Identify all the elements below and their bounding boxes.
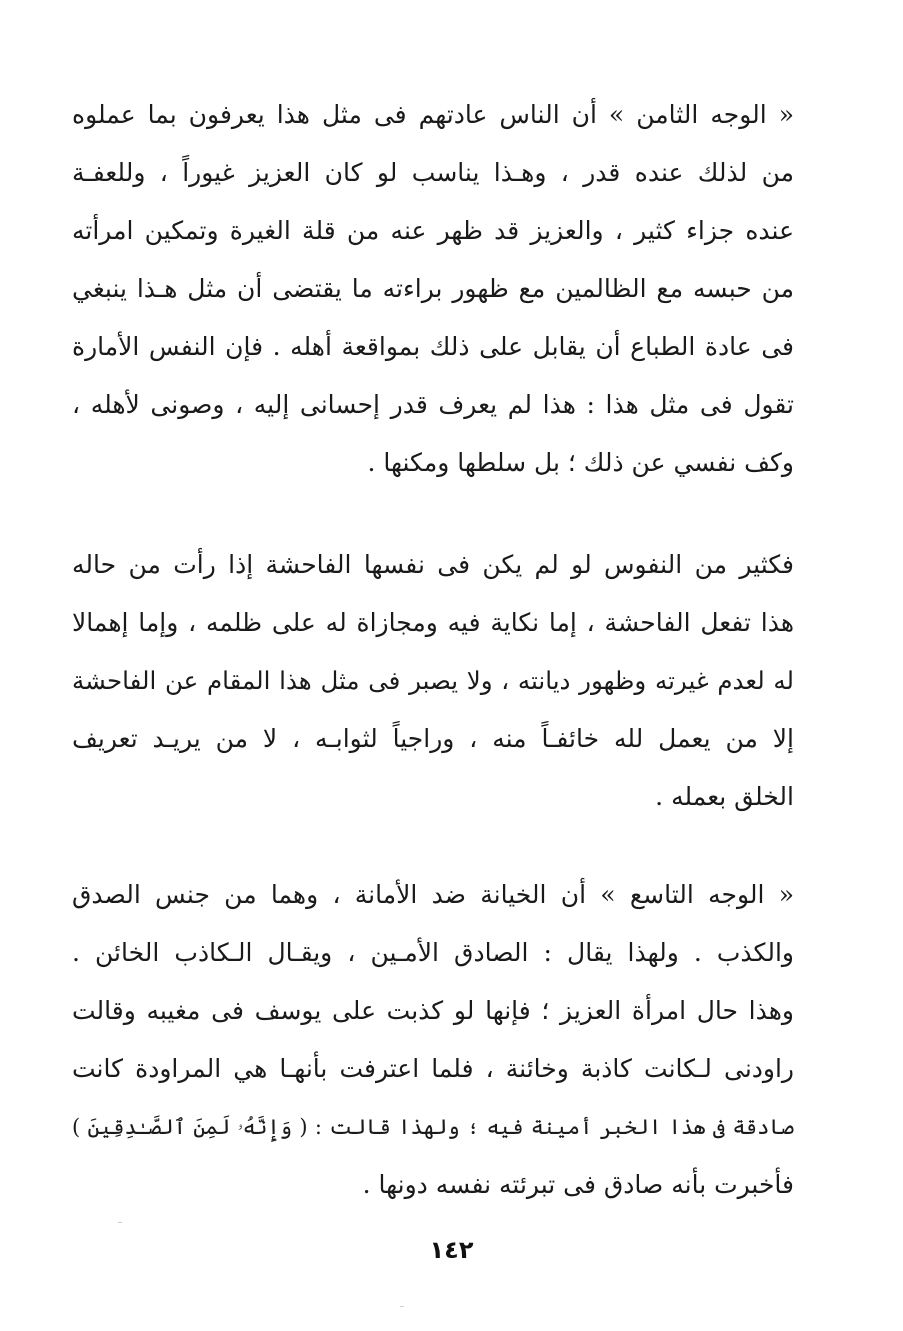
text-line: عنده جزاء كثير ، والعزيز قد ظهر عنه من قلة الغيرة وتمكين امرأته [72, 216, 794, 245]
paragraph-eighth-aspect [72, 86, 794, 492]
text-line: « الوجه الثامن » أن الناس عادتهم فى مثل هذا يعرفون بما عملوه [72, 100, 794, 129]
text-line: له لعدم غيرته وظهور ديانته ، ولا يصبر فى مثل هذا المقام عن الفاحشة [72, 666, 794, 695]
page-number: ١٤٢ [429, 1236, 474, 1264]
text-line: فى عادة الطباع أن يقابل على ذلك بمواقعة أهله . فإن النفس الأمارة [72, 332, 794, 361]
text-line: وهذا حال امرأة العزيز ؛ فإنها لو كذبت على يوسف فى مغيبه وقالت [72, 996, 794, 1025]
text-line: الخلق بعمله . [655, 782, 794, 811]
text-line: فكثير من النفوس لو لم يكن فى نفسها الفاحشة إذا رأت من حاله [72, 550, 794, 579]
paragraph-ninth-aspect [72, 866, 794, 1214]
text-line: فأخبرت بأنه صادق فى تبرئته نفسه دونها . [362, 1170, 794, 1199]
scan-speck [118, 1222, 122, 1223]
text-line: « الوجه التاسع » أن الخيانة ضد الأمانة ، وهما من جنس الصدق [72, 880, 794, 909]
text-line: من حبسه مع الظالمين مع ظهور براءته ما يقتضى أن مثل هـذا ينبغي [72, 274, 794, 303]
scan-speck [400, 1306, 404, 1307]
text-line: هذا تفعل الفاحشة ، إما نكاية فيه ومجازاة له على ظلمه ، وإما إهمالا [72, 608, 794, 637]
text-line: من لذلك عنده قدر ، وهـذا يناسب لو كان العزيز غيوراً ، وللعفـة [72, 158, 794, 187]
paragraph-many-souls [72, 536, 794, 826]
text-line: راودنى لـكانت كاذبة وخائنة ، فلما اعترفت بأنهـا هي المراودة كانت [72, 1054, 794, 1083]
text-line-quran-quote: صادقة فى هذا الخبر أمينة فيه ؛ ولهذا قالت : ( وَإِنَّهُۥ لَمِنَ ٱلصَّـٰدِقِينَ ) [72, 1115, 794, 1139]
text-line: وكف نفسي عن ذلك ؛ بل سلطها ومكنها . [367, 448, 794, 477]
text-line: إلا من يعمل لله خائفـاً منه ، وراجياً لثوابـه ، لا من يريـد تعريف [72, 724, 794, 753]
text-line: والكذب . ولهذا يقال : الصادق الأمـين ، ويقـال الـكاذب الخائن . [72, 938, 794, 967]
text-line: تقول فى مثل هذا : هذا لم يعرف قدر إحسانى إليه ، وصونى لأهله ، [72, 390, 794, 419]
